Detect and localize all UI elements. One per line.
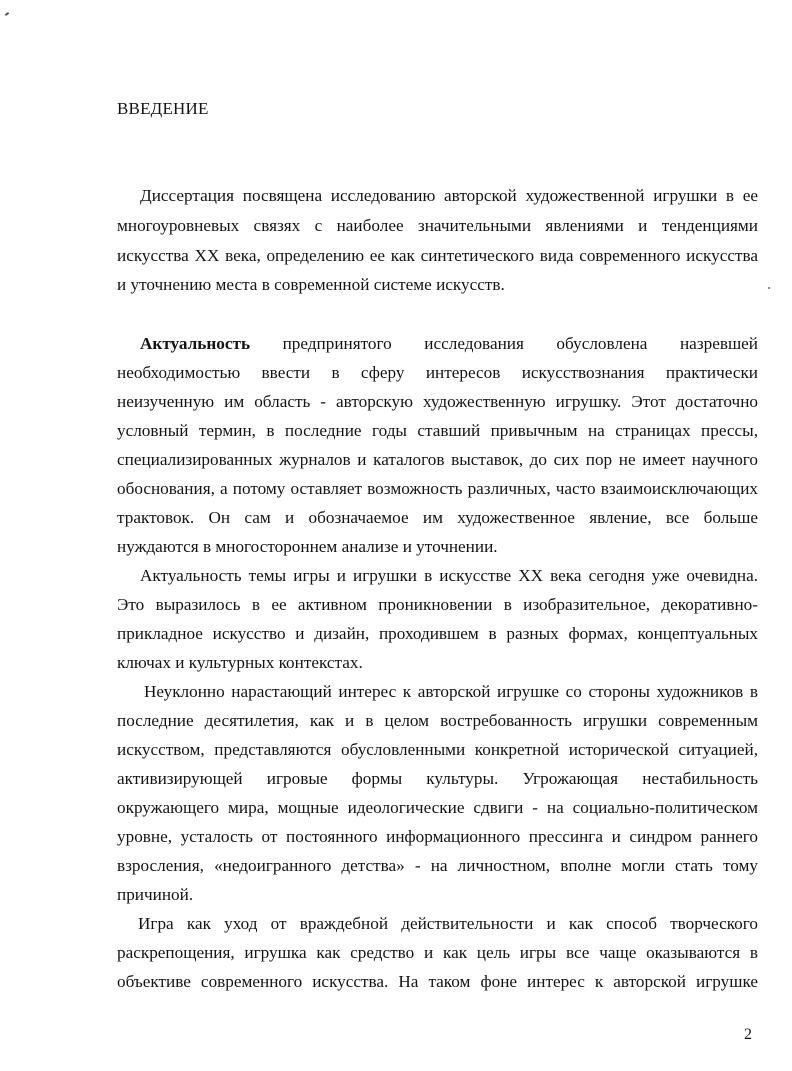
paragraph-2-line-2: необходимостью ввести в сферу интересов искусствознания практически <box>117 363 758 382</box>
paragraph-2-line-6: обоснования, а потому оставляет возможность различных, часто взаимоисключающих <box>117 479 758 498</box>
paragraph-2-line-8: нуждаются в многостороннем анализе и уточнении. <box>117 537 498 556</box>
paragraph-4-line-2: последние десятилетия, как и в целом востребованность игрушки современным <box>117 711 758 730</box>
paragraph-4-line-7: взросления, «недоигранного детства» - на личностном, вполне могли стать тому <box>117 856 758 875</box>
paragraph-3-line-4: ключах и культурных контекстах. <box>117 653 363 672</box>
paragraph-4-line-6: уровне, усталость от постоянного информационного прессинга и синдром раннего <box>117 827 758 846</box>
paragraph-3-line-3: прикладное искусство и дизайн, проходившем в разных формах, концептуальных <box>117 624 758 643</box>
paragraph-4-line-3: искусством, представляются обусловленными конкретной исторической ситуацией, <box>117 740 758 759</box>
paragraph-2-line-1-text: предпринятого исследования обусловлена назревшей <box>282 334 759 353</box>
paragraph-4-line-5: окружающего мира, мощные идеологические сдвиги - на социально-политическом <box>117 798 758 817</box>
paragraph-4-line-8: причиной. <box>117 885 194 904</box>
paragraph-2-line-7: трактовок. Он сам и обозначаемое им художественное явление, все больше <box>117 508 758 527</box>
page-number: 2 <box>744 1026 752 1043</box>
paragraph-4-line-4: активизирующей игровые формы культуры. Угрожающая нестабильность <box>117 769 758 788</box>
paragraph-1-line-3: искусства XX века, определению ее как синтетического вида современного искусства <box>117 246 758 265</box>
paragraph-1-line-2: многоуровневых связях с наиболее значительными явлениями и тенденциями <box>117 216 758 235</box>
scan-speck <box>5 12 9 16</box>
paragraph-2-line-5: специализированных журналов и каталогов выставок, до сих пор не имеет научного <box>117 450 758 469</box>
bold-lead: Актуальность <box>140 334 251 353</box>
paragraph-4-line-1: Неуклонно нарастающий интерес к авторской игрушке со стороны художников в <box>144 682 758 701</box>
paragraph-5-line-3: объективе современного искусства. На таком фоне интерес к авторской игрушке <box>117 972 758 991</box>
paragraph-5-line-2: раскрепощения, игрушка как средство и как цель игры все чаще оказываются в <box>117 943 758 962</box>
paragraph-2-line-4: условный термин, в последние годы ставший привычным на страницах прессы, <box>117 421 758 440</box>
scan-dot <box>768 287 770 289</box>
section-heading: ВВЕДЕНИЕ <box>117 99 209 118</box>
paragraph-2-line-3: неизученную им область - авторскую художественную игрушку. Этот достаточно <box>117 392 758 411</box>
paragraph-3-line-1: Актуальность темы игры и игрушки в искусстве XX века сегодня уже очевидна. <box>140 566 758 585</box>
paragraph-3-line-2: Это выразилось в ее активном проникновении в изобразительное, декоративно- <box>117 595 758 614</box>
paragraph-5-line-1: Игра как уход от враждебной действительности и как способ творческого <box>138 914 758 933</box>
paragraph-2-line-1 <box>117 334 758 354</box>
paragraph-1-line-1: Диссертация посвящена исследованию авторской художественной игрушки в ее <box>140 186 758 205</box>
paragraph-1-line-4: и уточнению места в современной системе искусств. <box>117 275 505 294</box>
